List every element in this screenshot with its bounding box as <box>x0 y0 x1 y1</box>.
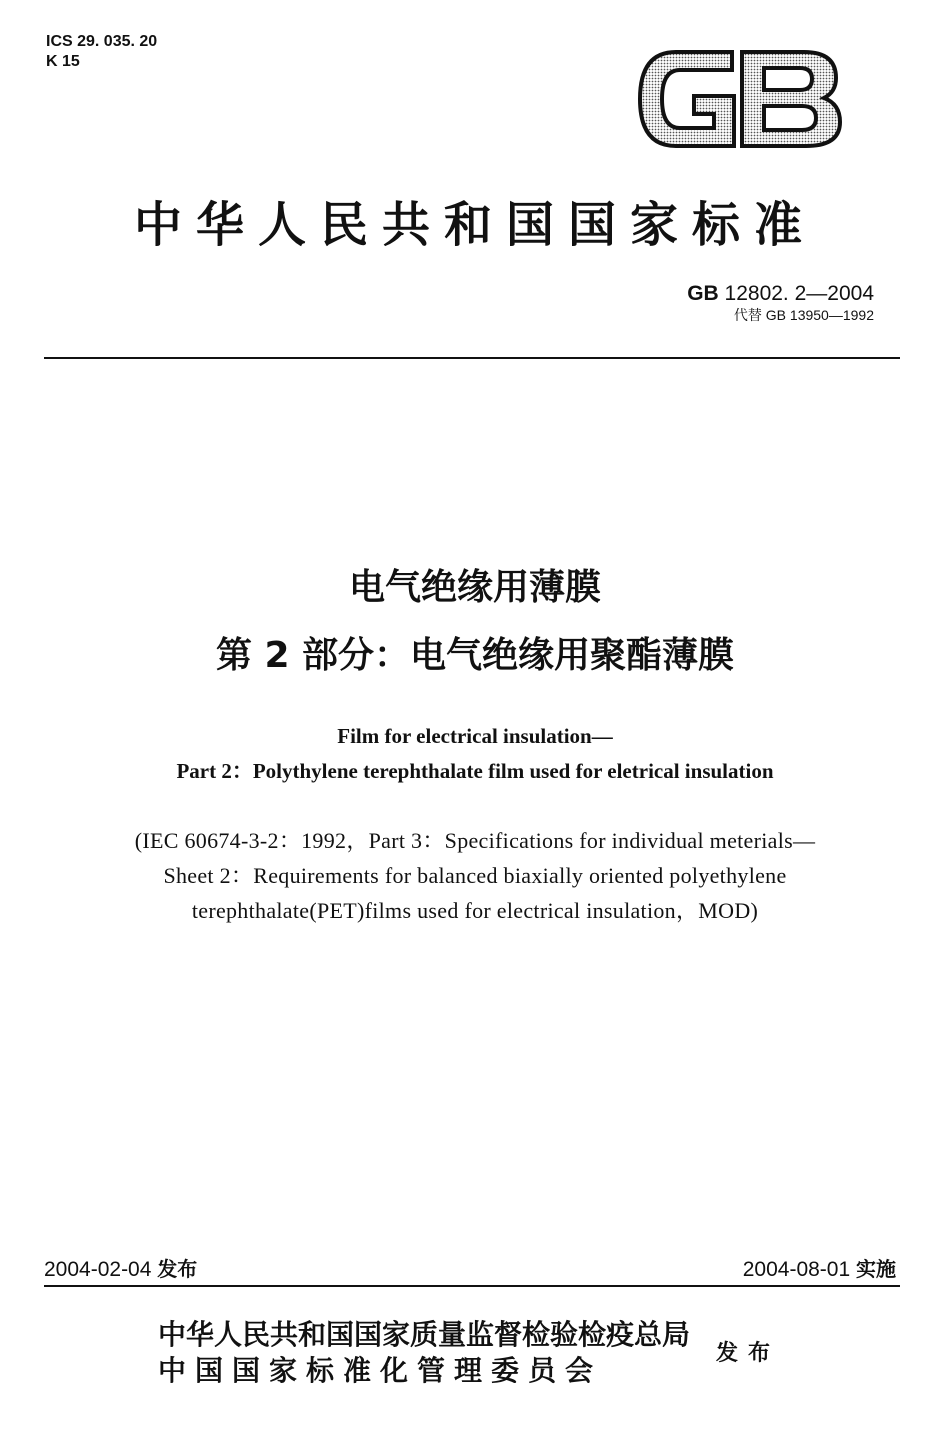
implement-date-label: 实施 <box>856 1257 896 1281</box>
ics-code: ICS 29. 035. 20 <box>46 33 158 50</box>
title-en-line1: Film for electrical insulation— <box>337 724 613 748</box>
issuer-line2: 中国国家标准化管理委员会 <box>158 1354 603 1387</box>
standard-prefix: GB <box>687 282 719 305</box>
iec-reference-line1: (IEC 60674-3-2：1992，Part 3：Specifications for individual meterials— <box>134 828 816 853</box>
publish-date-block <box>44 1253 197 1282</box>
gb-logo <box>636 44 844 154</box>
publish-date: 2004-02-04 <box>44 1258 152 1281</box>
ics-code-block <box>46 32 157 72</box>
issuer-line1: 中华人民共和国国家质量监督检验检疫总局 <box>158 1318 691 1351</box>
iec-reference-line2: Sheet 2：Requirements for balanced biaxially oriented polyethylene <box>163 863 787 888</box>
iec-reference-line3: terephthalate(PET)films used for electrical insulation，MOD) <box>191 898 759 923</box>
replaces-standard: 代替 GB 13950—1992 <box>733 307 874 323</box>
national-standard-title: 中华人民共和国国家标准 <box>133 197 816 253</box>
standard-number <box>687 281 874 306</box>
implement-date-block <box>743 1253 896 1282</box>
title-en-line2: Part 2：Polythylene terephthalate film used for eletrical insulation <box>176 759 774 783</box>
standard-number-block <box>687 281 874 324</box>
publish-date-label: 发布 <box>157 1257 198 1281</box>
bottom-divider <box>44 1285 900 1287</box>
title-zh-line2: 第 2 部分：电气绝缘用聚酯薄膜 <box>215 635 735 676</box>
implement-date: 2004-08-01 <box>742 1258 851 1281</box>
classification-code: K 15 <box>46 53 80 70</box>
top-divider <box>44 357 900 359</box>
title-zh-line1: 电气绝缘用薄膜 <box>348 567 601 608</box>
issuer-publish-label: 发布 <box>716 1341 781 1366</box>
standard-code: 12802. 2—2004 <box>724 282 874 305</box>
